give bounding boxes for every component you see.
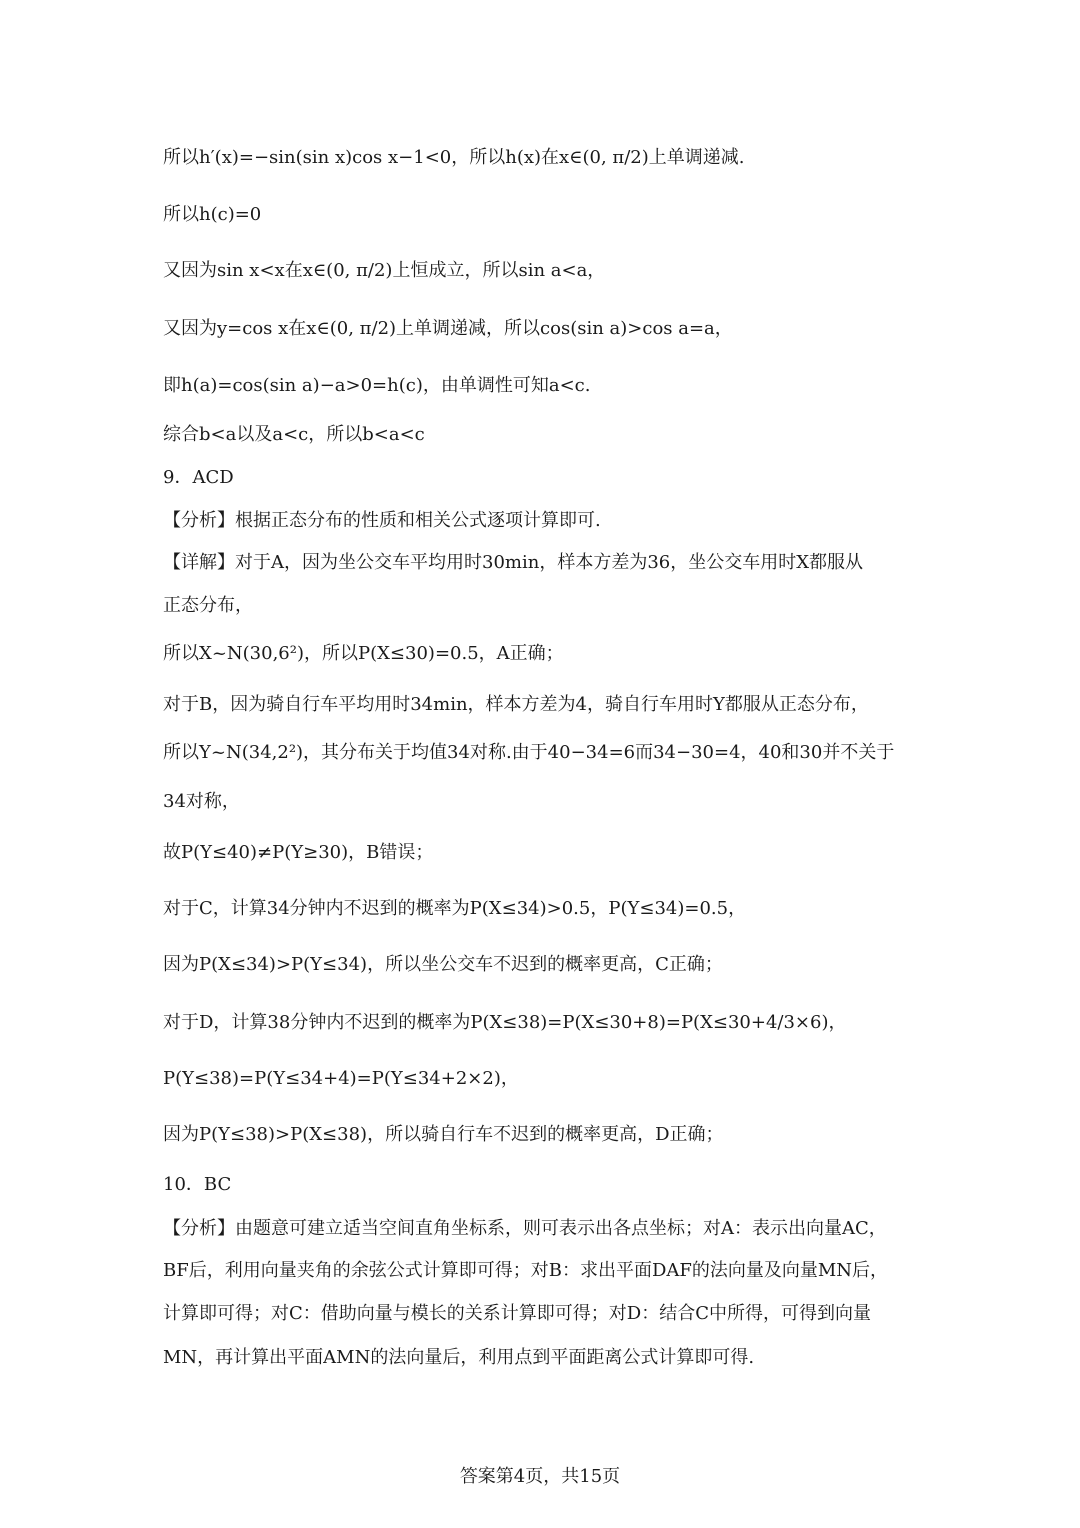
text-line: 计算即可得；对C：借助向量与模长的关系计算即可得；对D：结合C中所得，可得到向量 bbox=[163, 1303, 871, 1324]
text-line: 即h(a)=cos(sin a)−a>0=h(c)，由单调性可知a<c. bbox=[163, 375, 591, 396]
text-line: MN，再计算出平面AMN的法向量后，利用点到平面距离公式计算即可得. bbox=[163, 1347, 755, 1368]
text-line: P(Y≤38)=P(Y≤34+4)=P(Y≤34+2×2)， bbox=[163, 1068, 519, 1089]
analysis-line: 【分析】由题意可建立适当空间直角坐标系，则可表示出各点坐标；对A：表示出向量AC， bbox=[163, 1218, 887, 1239]
question-number: 9．ACD bbox=[163, 467, 234, 488]
text-line: 34对称， bbox=[163, 791, 240, 812]
text-line: 所以X~N(30,6²)，所以P(X≤30)=0.5，A正确； bbox=[163, 643, 564, 664]
page-footer: 答案第4页，共15页 bbox=[459, 1466, 621, 1487]
text-line: 故P(Y≤40)≠P(Y≥30)，B错误； bbox=[163, 842, 434, 863]
text-line: 所以Y~N(34,2²)，其分布关于均值34对称.由于40−34=6而34−30=4，40和30并不关于 bbox=[163, 742, 895, 763]
text-line: 因为P(X≤34)>P(Y≤34)，所以坐公交车不迟到的概率更高，C正确； bbox=[163, 954, 723, 975]
text-line: 又因为sin x<x在x∈(0, π/2)上恒成立，所以sin a<a， bbox=[163, 260, 606, 281]
text-line: 对于C，计算34分钟内不迟到的概率为P(X≤34)>0.5，P(Y≤34)=0.5， bbox=[163, 898, 747, 919]
text-line: 正态分布， bbox=[163, 595, 253, 616]
question-number: 10．BC bbox=[163, 1174, 232, 1195]
text-line: 所以h(c)=0 bbox=[163, 204, 262, 225]
text-line: 又因为y=cos x在x∈(0, π/2)上单调递减，所以cos(sin a)>cos a=a， bbox=[163, 318, 733, 339]
text-line: BF后，利用向量夹角的余弦公式计算即可得；对B：求出平面DAF的法向量及向量MN后， bbox=[163, 1260, 889, 1281]
text-line: 因为P(Y≤38)>P(X≤38)，所以骑自行车不迟到的概率更高，D正确； bbox=[163, 1124, 724, 1145]
text-line: 对于B，因为骑自行车平均用时34min，样本方差为4，骑自行车用时Y都服从正态分布， bbox=[163, 694, 869, 715]
analysis-line: 【分析】根据正态分布的性质和相关公式逐项计算即可. bbox=[163, 510, 601, 531]
text-line: 所以h′(x)=−sin(sin x)cos x−1<0，所以h(x)在x∈(0, π/2)上单调递减. bbox=[163, 147, 745, 168]
text-line: 综合b<a以及a<c，所以b<a<c bbox=[163, 424, 425, 445]
text-line: 对于D，计算38分钟内不迟到的概率为P(X≤38)=P(X≤30+8)=P(X≤30+4/3×6)， bbox=[163, 1012, 847, 1033]
text-line: 【详解】对于A，因为坐公交车平均用时30min，样本方差为36，坐公交车用时X都服从 bbox=[163, 552, 864, 573]
